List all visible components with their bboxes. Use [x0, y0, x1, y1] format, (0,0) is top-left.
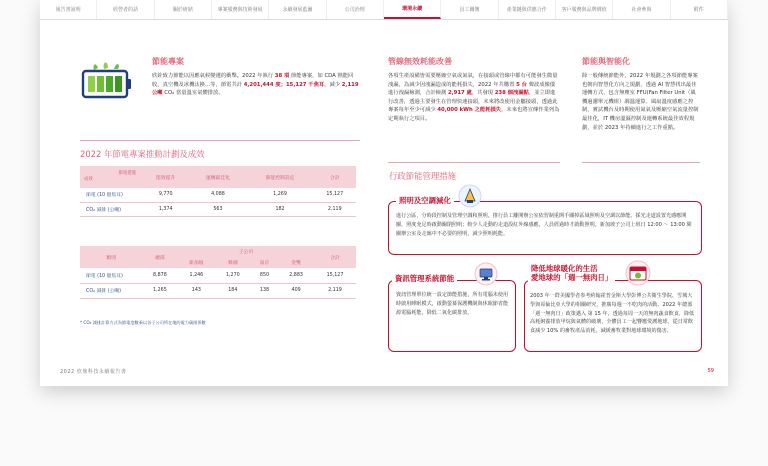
table-row: CO₂ 減排 (公噸) 1,265 143 184 138 409 2,119 [80, 283, 356, 298]
table-header: 新加坡 [178, 257, 215, 268]
nav-tab-services[interactable]: 專案服務與技術發展 [212, 0, 269, 19]
lighting-text: 進行公區，分時段控制及管理空調和照明。推行員工離開辦公室依習制重開手關掉區域照明及空調以節能。採光走道設置光感應開關，照度充足時啟動關閉照明；較少人走動的走道設紅外線感應，人員經過時才啟動照明。新加坡子公司上班日 12:00 ～ 13:00 間關辦公室及走廊中不必要的照明，減少照明耗能。 [396, 213, 692, 237]
subsidiary-table [80, 246, 356, 299]
plan-section-title: 2022 年節電專案推動計劃及成效 [80, 149, 205, 159]
table-row: CO₂ 減排 (公噸) 1,374 563 182 2,119 [80, 202, 356, 216]
computer-icon [474, 262, 498, 286]
divider [80, 140, 360, 141]
page-number: 59 [707, 368, 714, 374]
table-header: 合計 [314, 166, 356, 188]
table-header: 節能控制設定 [247, 166, 314, 188]
table-header: 南京 [251, 257, 278, 268]
pipeline-text: 各項生產設備皆需要壓縮空氣或氮氣，在接頭或管線中都有可能發生微量洩漏，為減少因洩漏造成的能耗損失，2022 年共購置 5 台 聲波成像儀進行洩漏檢測，合計檢測 2,917 處，共發現 238 個洩漏點，並立即進行改善，透過主要發生在管理快速接頭，未來將改使用金屬接頭，透過此專案每年至少可減少 40,000 kWh 之能耗損失，未來也將宣傳作業列為定期執行之項目。 [388, 73, 560, 122]
table-header: 合計 [314, 246, 356, 268]
nav-tab-governance[interactable]: 公司治理 [327, 0, 384, 19]
divider [388, 162, 560, 163]
nav-tab-employees[interactable]: 員工關懷 [441, 0, 498, 19]
energy-projects-title: 節能專案 [152, 57, 184, 66]
table-header: 類別 [80, 246, 142, 268]
it-system-title: 資訊管理系統節能 [392, 274, 457, 283]
nav-tab-blueprint[interactable]: 永續發展藍圖 [269, 0, 326, 19]
battery-leaf-icon [80, 60, 134, 102]
table-header: 能效提升 [142, 166, 189, 188]
smart-energy-text: 除一般傳統節能外，2022 年規劃之各項節能專案也朝向智慧化方向之規劃，透過 AI 智慧找出最佳運轉方式，包含無塵室 FFU(Fan Filter Unit（風機過濾單元機組）調溫運算、風扇溫度感應之控制，實試機台及時期使用氮氣及壓縮空氣流量控制最佳化，IT 機房溫濕控制及運轉系統最佳效程規劃，並於 2023 年持續進行之工作重點。 [582, 73, 699, 131]
energy-projects-text: 欣銓致力節能以因應氣候變遷的衝擊。2022 年執行 38 項 節能專案，如 CDA 熱能回收，真空機及冰機汰換…等，節電共計 4,201,444 度；15,127 千焦耳，減少 2,119 公噸 CO₂ 當量溫室氣體排放。 [152, 73, 359, 97]
lightbulb-icon [458, 184, 482, 208]
admin-section-title: 行政節能管理措施 [389, 171, 456, 181]
table-row: 節電 (10 億焦耳) 9,770 4,088 1,269 15,127 [80, 188, 356, 202]
lighting-title: 照明及空調減化 [396, 196, 454, 205]
divider [582, 162, 700, 163]
nav-tab-customers[interactable]: 客戶服務與品牌價值 [556, 0, 613, 19]
table-header: 金雙 [278, 257, 314, 268]
nav-tab-chairman-message[interactable]: 經營者的話 [97, 0, 154, 19]
calendar-icon [624, 260, 652, 286]
table-row: 節電 (10 億焦耳) 8,878 1,246 1,270 850 2,883 15,127 [80, 268, 356, 283]
report-page [40, 0, 728, 386]
table-header: 韓國 [215, 257, 251, 268]
report-footer-title: 2022 欣鼎科技永續報告書 [60, 369, 127, 375]
table-corner: 節電措施 成效 [80, 166, 142, 188]
nav-tab-society[interactable]: 社會參與 [613, 0, 670, 19]
energy-measures-table [80, 166, 356, 217]
table-footnote: * CO₂ 減排計算方式為節電度數乘以各子公司所在地的電力碳排係數 [80, 320, 206, 325]
table-header: 子公司 [178, 246, 314, 257]
nav-tab-appendix[interactable]: 附件 [671, 0, 728, 19]
pipeline-title: 管線無效耗能改善 [388, 57, 452, 66]
table-header: 運轉最佳化 [189, 166, 246, 188]
nav-tab-environment[interactable]: 環境永續 [384, 0, 441, 19]
chapter-nav [40, 0, 728, 20]
meatless-title: 降低地球暖化的生活 愛地球的「週一無肉日」 [528, 264, 615, 282]
nav-tab-supply-chain[interactable]: 產業鏈與供應合作 [499, 0, 556, 19]
meatless-text: 2003 年一群美國學者参考約翰霍普金斯大學彭博公共衛生學院、雪城大學與哥倫比亞大學的相關研究，推廣每週一不吃肉的活動。2022 年總部「週一無肉日」政策邁入 第 15 年，透過每周一天的無肉蔬食飲食，降低高耗飼養排放甲烷與氣體的破壞，全體員工一起響應愛護地球，從日常飲食減少 10% 的畜牧產品消耗，減緩畜牧業對地球環境的傷害。 [530, 293, 695, 335]
nav-tab-report-intro[interactable]: 報告書說明 [40, 0, 97, 19]
smart-energy-title: 節能與智能化 [582, 57, 630, 66]
nav-tab-about[interactable]: 關於研鼎 [155, 0, 212, 19]
it-system-text: 資訊管理單位統一設定節能措施，所有電腦未使用時啟用睡眠模式，啟動螢幕保護機制與休眠節省能源電腦耗能，降低二氧化碳排放。 [396, 292, 509, 316]
table-header: 總部 [142, 246, 178, 268]
